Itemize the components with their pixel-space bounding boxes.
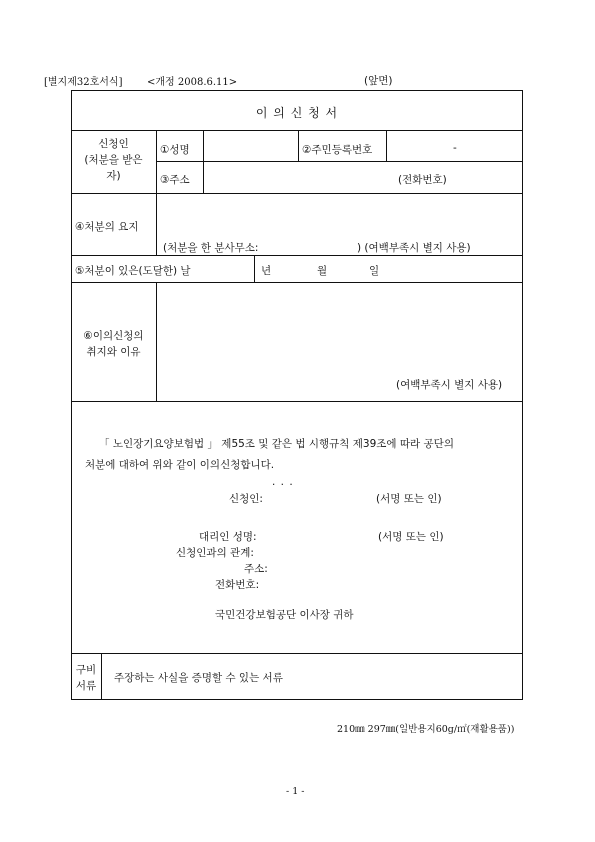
applicant-label-line2: (처분을 받은: [84, 154, 143, 166]
rule: [71, 130, 523, 131]
date-day: 일: [369, 265, 380, 277]
disposition-gist-label: ④처분의 요지: [75, 221, 139, 233]
resident-id-dash: -: [453, 142, 457, 154]
applicant-label-line3: 자): [106, 170, 121, 182]
applicant-signature-label: 신청인:: [229, 493, 263, 505]
rule: [298, 130, 299, 161]
documents-label-line1: 구비: [75, 664, 97, 676]
rule: [71, 653, 523, 654]
date-year: 년: [261, 265, 272, 277]
applicant-label: [71, 136, 156, 184]
declaration-line1: 「 노인장기요양보험법 」 제55조 및 같은 법 시행규칙 제39조에 따라 공단의: [99, 438, 454, 450]
purpose-label: [71, 328, 156, 360]
declaration-line2: 처분에 대하여 위와 같이 이의신청합니다.: [85, 459, 275, 471]
purpose-label-line1: ⑥이의신청의: [83, 330, 144, 342]
rule: [386, 130, 387, 161]
agent-signature-note: (서명 또는 인): [378, 531, 444, 543]
agent-phone-label: 전화번호:: [215, 579, 260, 591]
name-label: ①성명: [160, 144, 190, 156]
agent-address-label: 주소:: [244, 563, 268, 575]
phone-label: (전화번호): [398, 174, 447, 186]
documents-label: [71, 662, 101, 694]
applicant-label-line1: 신청인: [98, 138, 129, 150]
rule: [156, 282, 157, 401]
rule: [156, 193, 157, 255]
branch-office-note-end: ) (여백부족시 별지 사용): [357, 242, 471, 254]
rule: [203, 130, 204, 193]
declaration-date-dots: . . .: [272, 476, 294, 488]
rule: [71, 193, 523, 194]
documents-label-line2: 서류: [75, 680, 97, 692]
branch-office-note: (처분을 한 분사무소:: [163, 242, 259, 254]
documents-text: 주장하는 사실을 증명할 수 있는 서류: [114, 672, 283, 684]
rule: [71, 255, 523, 256]
rule: [156, 161, 523, 162]
purpose-note: (여백부족시 별지 사용): [396, 379, 503, 391]
applicant-signature-note: (서명 또는 인): [376, 493, 442, 505]
revision-date: <개정 2008.6.11>: [147, 77, 238, 88]
rule: [71, 401, 523, 402]
relation-label: 신청인과의 관계:: [176, 547, 254, 559]
rule: [156, 130, 157, 193]
address-label: ③주소: [160, 174, 190, 186]
resident-id-label: ②주민등록번호: [302, 144, 373, 156]
rule: [101, 653, 102, 700]
paper-spec: 210㎜ 297㎜(일반용지60g/㎡(재활용품)): [337, 724, 515, 735]
rule: [254, 255, 255, 282]
disposition-date-label: ⑤처분이 있은(도달한) 날: [75, 265, 191, 277]
date-month: 월: [317, 265, 328, 277]
rule: [71, 282, 523, 283]
form-number: [별지제32호서식]: [44, 77, 123, 88]
form-title: 이 의 신 청 서: [255, 106, 339, 120]
purpose-label-line2: 취지와 이유: [86, 346, 141, 358]
page-side-label: (앞면): [364, 75, 393, 87]
page-number: - 1 -: [286, 786, 305, 797]
addressee: 국민건강보험공단 이사장 귀하: [215, 609, 354, 621]
agent-name-label: 대리인 성명:: [199, 531, 257, 543]
